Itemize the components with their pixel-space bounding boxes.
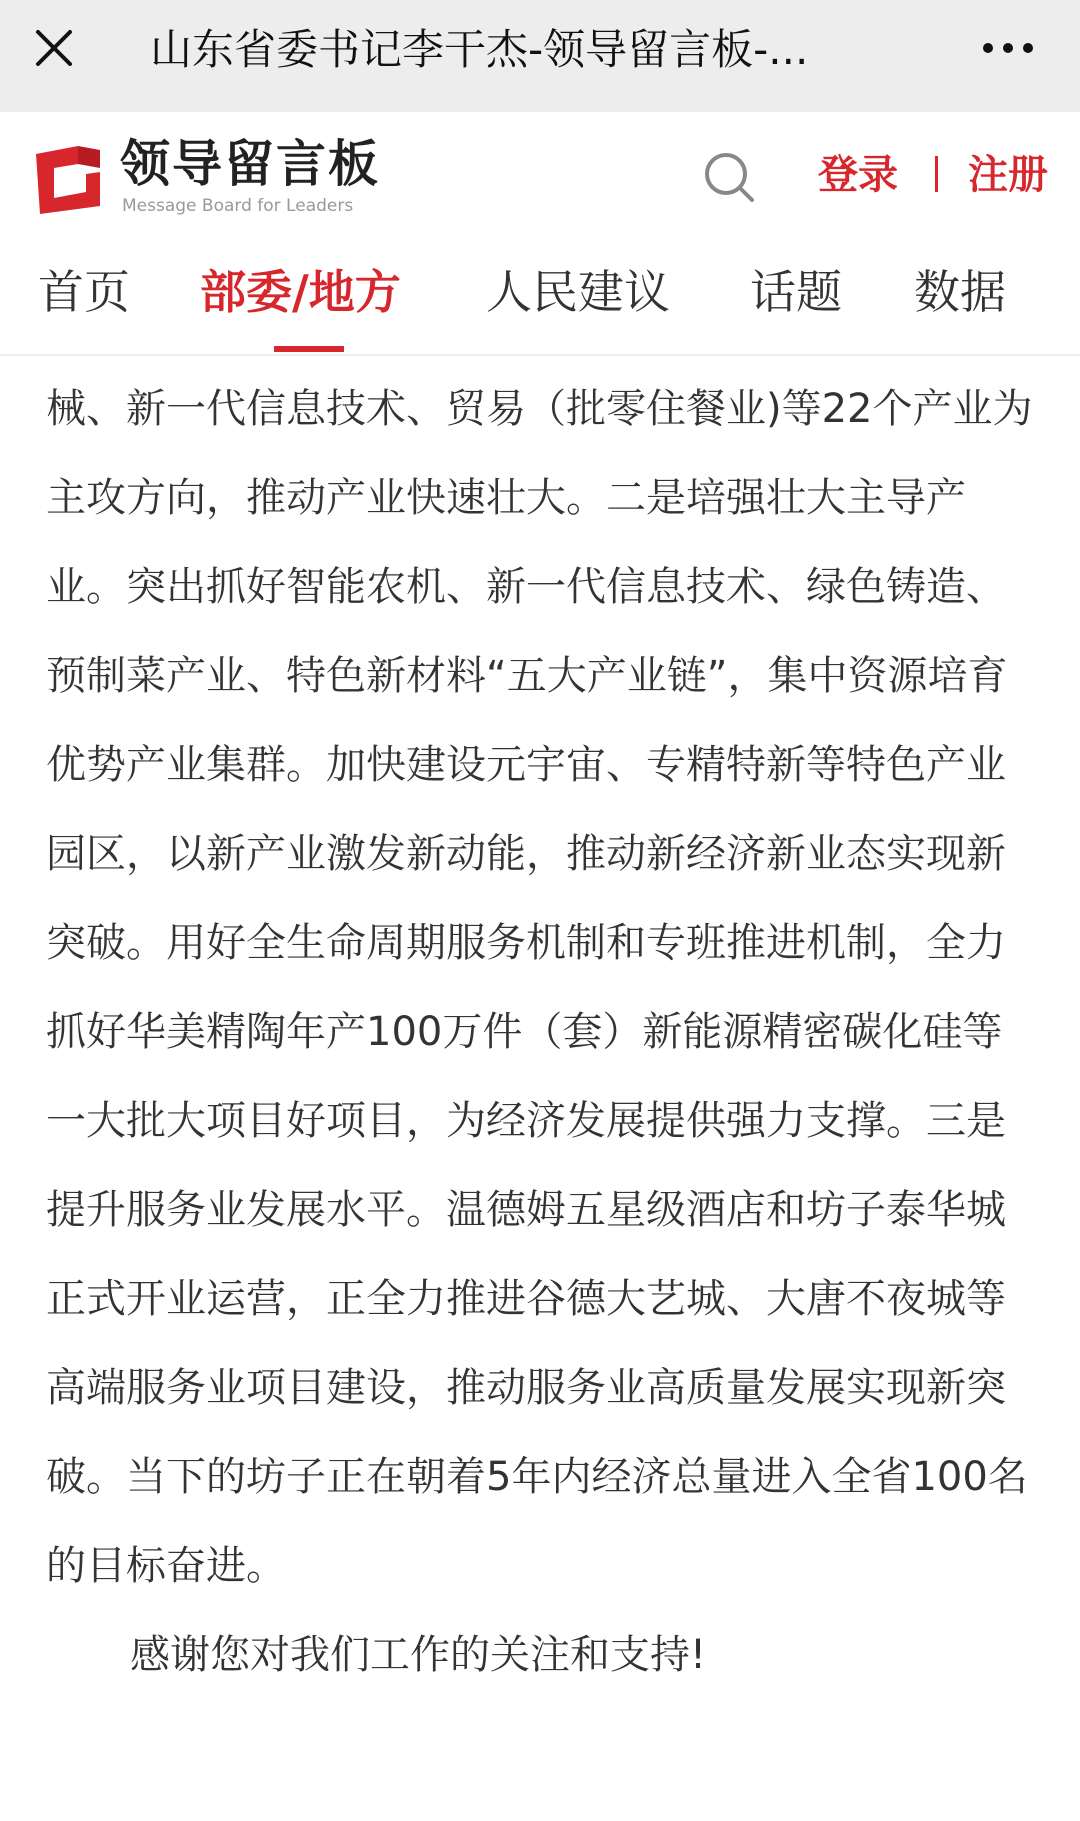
nav-item-departments[interactable]: 部委/地方	[200, 265, 401, 319]
nav-item-data[interactable]: 数据	[914, 265, 1006, 319]
page-title: 山东省委书记李干杰-领导留言板-...	[150, 25, 809, 74]
logo-icon[interactable]	[28, 140, 104, 216]
active-tab-indicator	[274, 346, 344, 352]
wechat-top-bar	[0, 0, 1080, 112]
search-icon[interactable]	[700, 148, 760, 208]
article-paragraph: 械、新一代信息技术、贸易（批零住餐业)等22个产业为主攻方向，推动产业快速壮大。二是培强壮大主导产业。突出抓好智能农机、新一代信息技术、绿色铸造、预制菜产业、特色新材料“五大产业链”，集中资源培育优势产业集群。加快建设元宇宙、专精特新等特色产业园区，以新产业激发新动能，推动新经济新业态实现新突破。用好全生命周期服务机制和专班推进机制，全力抓好华美精陶年产100万件（套）新能源精密碳化硅等一大批大项目好项目，为经济发展提供强力支撑。三是提升服务业发展水平。温德姆五星级酒店和坊子泰华城正式开业运营，正全力推进谷德大艺城、大唐不夜城等高端服务业项目建设，推动服务业高质量发展实现新突破。当下的坊子正在朝着5年内经济总量进入全省100名的目标奋进。	[46, 386, 1033, 1589]
close-icon[interactable]	[30, 24, 78, 72]
more-dots-icon[interactable]	[978, 30, 1038, 66]
thanks-text: 感谢您对我们工作的关注和支持!	[130, 1632, 707, 1678]
nav-item-home[interactable]: 首页	[38, 265, 130, 319]
login-register-divider	[935, 156, 938, 192]
main-nav	[0, 234, 1080, 356]
nav-item-topics[interactable]: 话题	[750, 265, 842, 319]
logo-subtitle: Message Board for Leaders	[122, 196, 354, 216]
login-link[interactable]: 登录	[818, 152, 898, 198]
register-link[interactable]: 注册	[968, 152, 1048, 198]
site-header	[0, 112, 1080, 234]
logo-text[interactable]: 领导留言板	[120, 135, 380, 193]
article-body	[46, 365, 1036, 1700]
nav-item-suggestions[interactable]: 人民建议	[486, 265, 670, 319]
